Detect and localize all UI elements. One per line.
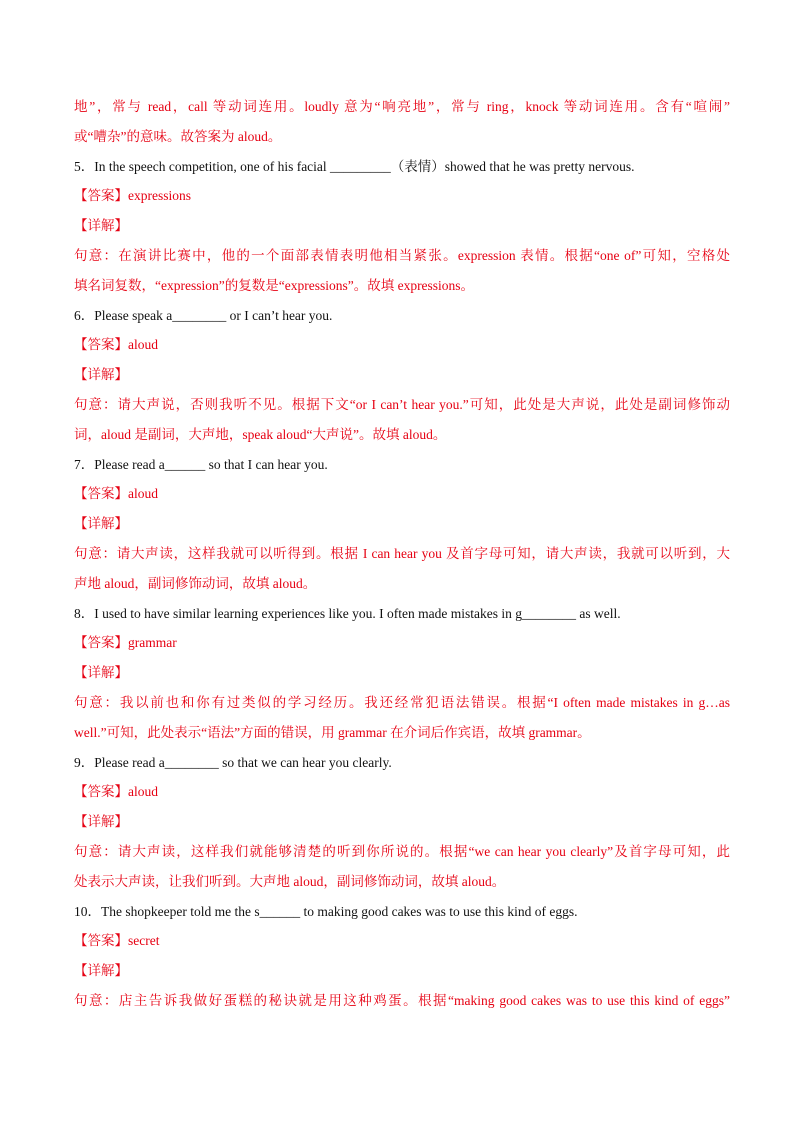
- question-8: 8．I used to have similar learning experiences like you. I often made mistakes in g________ as well.: [74, 605, 621, 621]
- explanation-line: 句意：店主告诉我做好蛋糕的秘诀就是用这种鸡蛋。根据“making good cakes was to use this kind of eggs”: [74, 992, 730, 1008]
- detail-heading: 【详解】: [74, 367, 128, 383]
- explanation-line: 句意：我以前也和你有过类似的学习经历。我还经常犯语法错误。根据“I often made mistakes in g…as: [74, 694, 730, 710]
- answer-line: 【答案】aloud: [74, 784, 158, 800]
- explanation-line: 或“嘈杂”的意味。故答案为 aloud。: [74, 128, 282, 144]
- question-10: 10．The shopkeeper told me the s______ to making good cakes was to use this kind of eggs.: [74, 903, 578, 919]
- detail-heading: 【详解】: [74, 963, 128, 979]
- answer-line: 【答案】expressions: [74, 188, 191, 204]
- question-6: 6．Please speak a________ or I can’t hear you.: [74, 307, 333, 323]
- explanation-line: 句意：请大声读，这样我就可以听得到。根据 I can hear you 及首字母可知，请大声读，我就可以听到，大: [74, 545, 730, 561]
- question-5: 5．In the speech competition, one of his facial _________（表情）showed that he was pretty nervous.: [74, 158, 635, 174]
- explanation-line: 声地 aloud，副词修饰动词，故填 aloud。: [74, 575, 317, 591]
- detail-heading: 【详解】: [74, 218, 128, 234]
- answer-line: 【答案】aloud: [74, 486, 158, 502]
- explanation-line: well.”可知，此处表示“语法”方面的错误，用 grammar 在介词后作宾语，故填 grammar。: [74, 724, 591, 740]
- explanation-line: 句意：请大声说，否则我听不见。根据下文“or I can’t hear you.”可知，此处是大声说，此处是副词修饰动: [74, 396, 730, 412]
- answer-line: 【答案】secret: [74, 933, 160, 949]
- explanation-line: 地”，常与 read，call 等动词连用。loudly 意为“响亮地”，常与 ring，knock 等动词连用。含有“喧闹”: [74, 99, 730, 114]
- question-7: 7．Please read a______ so that I can hear you.: [74, 456, 328, 472]
- explanation-line: 填名词复数，“expression”的复数是“expressions”。故填 expressions。: [74, 277, 475, 293]
- question-9: 9．Please read a________ so that we can hear you clearly.: [74, 754, 392, 770]
- explanation-line: 句意：请大声读，这样我们就能够清楚的听到你所说的。根据“we can hear you clearly”及首字母可知，此: [74, 843, 730, 859]
- answer-line: 【答案】aloud: [74, 337, 158, 353]
- explanation-line: 词，aloud 是副词，大声地，speak aloud“大声说”。故填 aloud。: [74, 426, 447, 442]
- detail-heading: 【详解】: [74, 516, 128, 532]
- detail-heading: 【详解】: [74, 814, 128, 830]
- answer-line: 【答案】grammar: [74, 635, 177, 651]
- detail-heading: 【详解】: [74, 665, 128, 681]
- explanation-line: 处表示大声读，让我们听到。大声地 aloud，副词修饰动词，故填 aloud。: [74, 873, 506, 889]
- explanation-line: 句意：在演讲比赛中，他的一个面部表情表明他相当紧张。expression 表情。根据“one of”可知，空格处: [74, 247, 730, 263]
- document-page: [74, 96, 730, 1020]
